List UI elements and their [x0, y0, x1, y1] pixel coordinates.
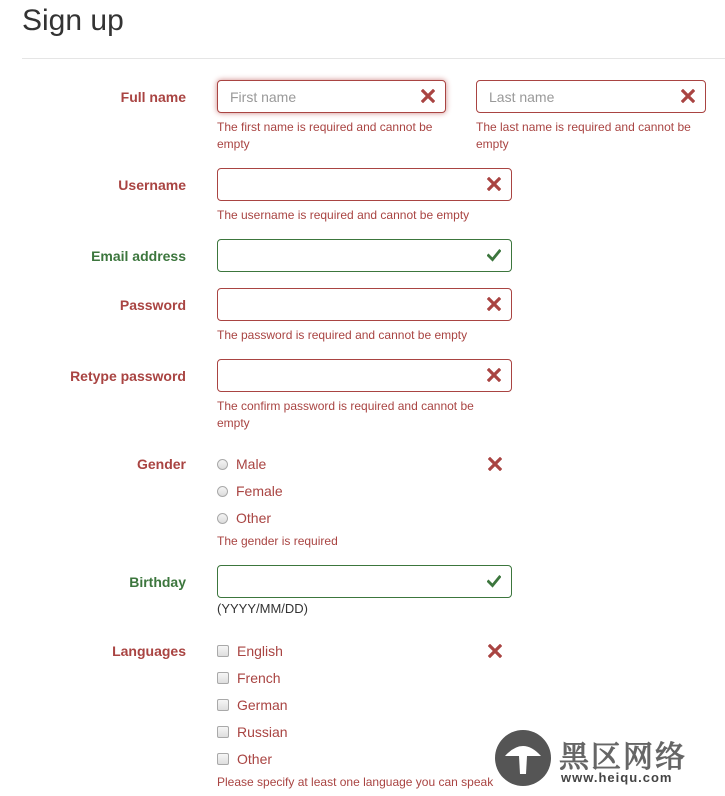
- watermark-mushroom-icon: [495, 730, 551, 786]
- radio-button[interactable]: [217, 459, 228, 470]
- email-input[interactable]: [218, 240, 511, 271]
- checkbox[interactable]: [217, 753, 229, 765]
- email-label: Email address: [91, 248, 186, 264]
- password-error: The password is required and cannot be empty: [217, 328, 468, 342]
- language-option-russian[interactable]: [217, 722, 288, 742]
- language-option-label: French: [237, 670, 281, 686]
- username-input[interactable]: [218, 169, 511, 200]
- language-option-other[interactable]: [217, 749, 272, 769]
- checkbox[interactable]: [217, 726, 229, 738]
- last-name-input[interactable]: [477, 81, 705, 112]
- retype-password-error: The confirm password is required and cannot be empty: [217, 399, 474, 430]
- birthday-format-hint: (YYYY/MM/DD): [217, 601, 308, 616]
- language-option-english[interactable]: [217, 641, 283, 661]
- first-name-field[interactable]: [217, 80, 446, 113]
- gender-label: Gender: [136, 456, 186, 472]
- gender-error: The gender is required: [217, 534, 338, 548]
- retype-password-input[interactable]: [218, 360, 511, 391]
- birthday-input[interactable]: [218, 566, 511, 597]
- watermark-text: 黑区网络: [559, 741, 687, 774]
- retype-password-label: Retype password: [70, 368, 186, 384]
- gender-option-label: Female: [236, 483, 283, 499]
- first-name-error: The first name is required and cannot be empty: [217, 120, 433, 151]
- language-option-label: English: [237, 643, 283, 659]
- gender-option-female[interactable]: [217, 481, 283, 501]
- gender-option-male[interactable]: [217, 454, 266, 474]
- checkbox[interactable]: [217, 645, 229, 657]
- checkbox[interactable]: [217, 672, 229, 684]
- radio-button[interactable]: [217, 513, 228, 524]
- username-error: The username is required and cannot be empty: [217, 208, 470, 222]
- language-option-german[interactable]: [217, 695, 288, 715]
- page-title: Sign up: [22, 4, 124, 37]
- username-field[interactable]: [217, 168, 512, 201]
- times-icon: [487, 368, 501, 382]
- check-icon: [487, 574, 501, 588]
- check-icon: [487, 248, 501, 262]
- times-icon: [681, 89, 695, 103]
- password-field[interactable]: [217, 288, 512, 321]
- last-name-field[interactable]: [476, 80, 706, 113]
- times-icon: [487, 297, 501, 311]
- watermark-url: www.heiqu.com: [561, 770, 673, 785]
- last-name-error: The last name is required and cannot be empty: [476, 120, 691, 151]
- email-field[interactable]: [217, 239, 512, 272]
- times-icon: [488, 457, 502, 471]
- language-option-label: Russian: [237, 724, 288, 740]
- password-label: Password: [119, 297, 186, 313]
- retype-password-field[interactable]: [217, 359, 512, 392]
- languages-error: Please specify at least one language you can speak: [217, 775, 494, 789]
- checkbox[interactable]: [217, 699, 229, 711]
- first-name-input[interactable]: [218, 81, 445, 112]
- gender-option-label: Other: [236, 510, 272, 526]
- watermark-logo: [495, 728, 725, 796]
- password-input[interactable]: [218, 289, 511, 320]
- times-icon: [421, 89, 435, 103]
- birthday-field[interactable]: [217, 565, 512, 598]
- times-icon: [488, 644, 502, 658]
- language-option-french[interactable]: [217, 668, 281, 688]
- times-icon: [487, 177, 501, 191]
- language-option-label: Other: [237, 751, 273, 767]
- full-name-label: Full name: [120, 89, 186, 105]
- title-divider: [22, 58, 725, 59]
- language-option-label: German: [237, 697, 288, 713]
- gender-option-label: Male: [236, 456, 267, 472]
- username-label: Username: [118, 177, 186, 193]
- radio-button[interactable]: [217, 486, 228, 497]
- birthday-label: Birthday: [129, 574, 186, 590]
- languages-label: Languages: [112, 643, 186, 659]
- gender-option-other[interactable]: [217, 508, 271, 528]
